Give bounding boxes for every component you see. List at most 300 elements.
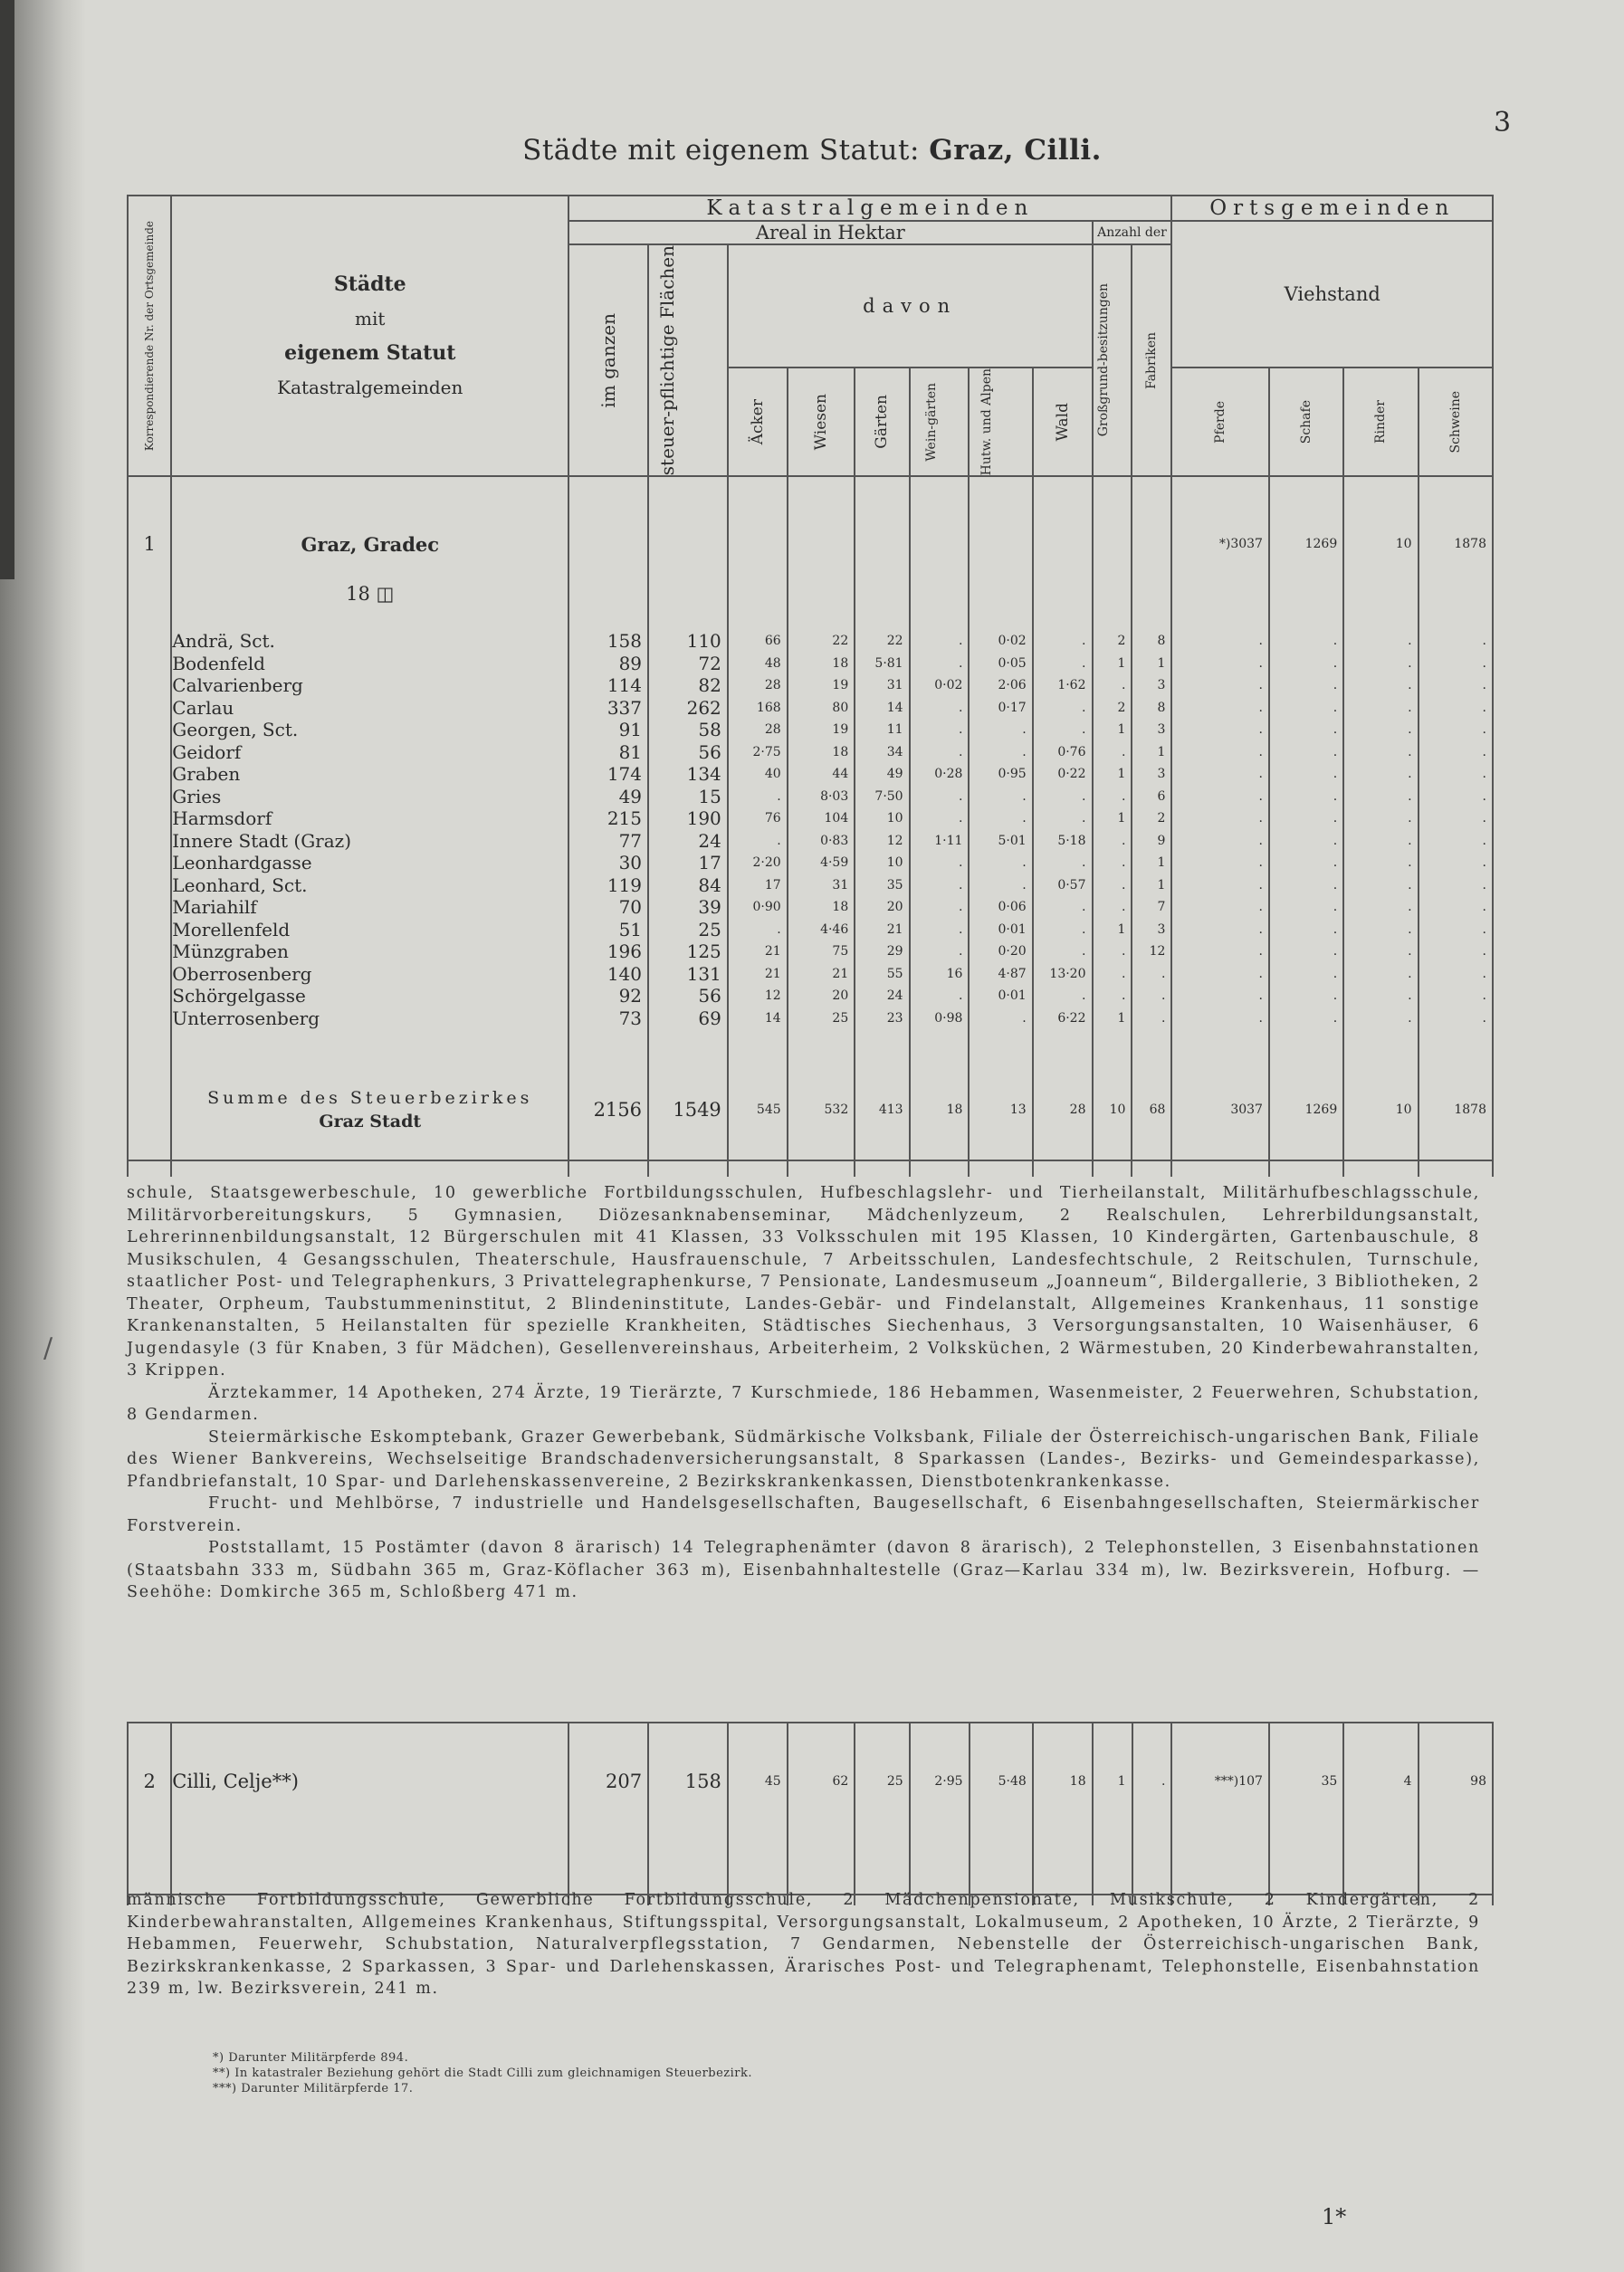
cell-wiesen: 18 — [788, 653, 855, 675]
sum-pferde: 3037 — [1171, 1060, 1269, 1160]
table-row — [128, 830, 1493, 853]
cell-p: . — [1171, 940, 1269, 963]
graz-text-commerce: Frucht- und Mehlbörse, 7 industrielle und Handelsgesellschaften, Baugesellschaft, 6 Eisenbahngesellschaften, Steiermärkischer Forstverein. — [127, 1494, 1480, 1535]
cell-wald: . — [1033, 919, 1093, 941]
cell-gross: 2 — [1093, 697, 1132, 720]
cell-hutw: 0·05 — [969, 653, 1032, 675]
cell-p: . — [1171, 674, 1269, 697]
cell-wiesen: 0·83 — [788, 830, 855, 853]
cilli-gaerten: 25 — [855, 1768, 909, 1795]
cilli-pferde: ***)107 — [1171, 1768, 1269, 1795]
cell-p: . — [1171, 630, 1269, 653]
table-row — [128, 1007, 1493, 1030]
cell-gaerten: 5·81 — [855, 653, 909, 675]
cell-gaerten: 34 — [855, 741, 909, 764]
cell-hutw: . — [969, 874, 1032, 897]
cell-w: . — [1419, 852, 1493, 874]
graz-text-post: Poststallamt, 15 Postämter (davon 8 ärarisch) 14 Telegraphenämter (davon 8 ärarisch), 2 Telephonstellen, 3 Eisenbahnstationen (Staatsbahn 333 m, Südbahn 365 m, Graz-Köflacher 363 m), Eisenbahnhaltestelle (Graz—Karlau 334 m), lw. Bezirksverein, Hofburg. — Seehöhe: Domkirche 365 m, Schloßberg 471 m. — [127, 1539, 1480, 1601]
cilli-wein: 2·95 — [910, 1768, 970, 1795]
cell-fab: 1 — [1132, 741, 1171, 764]
cell-steuer: 84 — [648, 874, 728, 897]
cell-aecker: 2·75 — [728, 741, 788, 764]
cell-aecker: 21 — [728, 963, 788, 986]
cell-fab: 7 — [1132, 896, 1171, 919]
cell-wein: . — [910, 697, 970, 720]
cell-gross: 2 — [1093, 630, 1132, 653]
cell-fab: 1 — [1132, 874, 1171, 897]
cell-wiesen: 21 — [788, 963, 855, 986]
cell-w: . — [1419, 630, 1493, 653]
cell-p: . — [1171, 919, 1269, 941]
sum-schafe: 1269 — [1269, 1060, 1343, 1160]
cell-w: . — [1419, 807, 1493, 830]
katastral-name: Unterrosenberg — [171, 1007, 568, 1030]
cell-p: . — [1171, 786, 1269, 808]
cell-gaerten: 20 — [855, 896, 909, 919]
cell-wiesen: 22 — [788, 630, 855, 653]
cell-p: . — [1171, 985, 1269, 1007]
cell-steuer: 17 — [648, 852, 728, 874]
cell-ganz: 73 — [568, 1007, 648, 1030]
cell-s: . — [1269, 697, 1343, 720]
cell-fab: 6 — [1132, 786, 1171, 808]
header-schweine: Schweine — [1419, 368, 1493, 476]
cell-gaerten: 49 — [855, 763, 909, 786]
cell-hutw: 0·17 — [969, 697, 1032, 720]
table-row — [128, 985, 1493, 1007]
cell-wald: 6·22 — [1033, 1007, 1093, 1030]
cell-wein: 0·02 — [910, 674, 970, 697]
header-aecker: Äcker — [728, 368, 788, 476]
cell-fab: 8 — [1132, 697, 1171, 720]
cell-gross: 1 — [1093, 919, 1132, 941]
footnote-1: *) Darunter Militärpferde 894. — [213, 2051, 409, 2065]
cell-wald: . — [1033, 807, 1093, 830]
katastral-name: Graben — [171, 763, 568, 786]
cell-p: . — [1171, 763, 1269, 786]
cell-wein: . — [910, 940, 970, 963]
cell-wein: . — [910, 741, 970, 764]
graz-schafe: 1269 — [1269, 530, 1343, 558]
cell-hutw: 0·20 — [969, 940, 1032, 963]
cell-hutw: 2·06 — [969, 674, 1032, 697]
cell-gaerten: 24 — [855, 985, 909, 1007]
cell-ganz: 114 — [568, 674, 648, 697]
cell-gaerten: 10 — [855, 852, 909, 874]
cell-steuer: 69 — [648, 1007, 728, 1030]
cell-gross: . — [1093, 741, 1132, 764]
graz-main-row — [128, 530, 1493, 558]
katastral-name: Bodenfeld — [171, 653, 568, 675]
margin-mark: / — [43, 1332, 53, 1364]
header-pferde: Pferde — [1171, 368, 1269, 476]
cell-r: . — [1343, 741, 1418, 764]
cell-wiesen: 20 — [788, 985, 855, 1007]
cell-wein: . — [910, 919, 970, 941]
cell-fab: . — [1132, 1007, 1171, 1030]
katastral-name: Morellenfeld — [171, 919, 568, 941]
header-fabriken: Fabriken — [1132, 244, 1171, 476]
cell-wiesen: 104 — [788, 807, 855, 830]
cell-p: . — [1171, 963, 1269, 986]
cell-s: . — [1269, 674, 1343, 697]
cell-wald: . — [1033, 630, 1093, 653]
cell-w: . — [1419, 896, 1493, 919]
cilli-aecker: 45 — [728, 1768, 788, 1795]
sum-gross: 10 — [1093, 1060, 1132, 1160]
cell-s: . — [1269, 830, 1343, 853]
cell-wald: . — [1033, 852, 1093, 874]
cell-ganz: 174 — [568, 763, 648, 786]
cell-wald: 0·57 — [1033, 874, 1093, 897]
header-gaerten: Gärten — [855, 368, 909, 476]
header-im-ganzen: im ganzen — [568, 244, 648, 476]
cell-gross: 1 — [1093, 719, 1132, 741]
cell-r: . — [1343, 830, 1418, 853]
cilli-text: männische Fortbildungsschule, Gewerbliche Fortbildungsschule, 2 Mädchenpensionate, Musikschule, 2 Kindergärten, 2 Kinderbewahranstalten, Allgemeines Krankenhaus, Stiftungsspital, Versorgungsanstalt, Lokalmuseum, 2 Apotheken, 10 Ärzte, 2 Tierärzte, 9 Hebammen, Feuerwehr, Schubstation, Naturalverpflegsstation, 7 Gendarmen, Nebenstelle der Österreichisch-ungarischen Bank, Bezirkskrankenkasse, 2 Sparkassen, 3 Spar- und Darlehenskassen, Ärarisches Post- und Telegraphenamt, Telephonstelle, Eisenbahnstation 239 m, lw. Bezirksverein, 241 m. — [127, 1891, 1480, 1998]
cilli-nr: 2 — [128, 1768, 171, 1795]
cell-s: . — [1269, 985, 1343, 1007]
header-gross: Großgrund-besitzungen — [1093, 244, 1132, 476]
cell-w: . — [1419, 763, 1493, 786]
katastral-name: Münzgraben — [171, 940, 568, 963]
katastral-name: Calvarienberg — [171, 674, 568, 697]
cell-aecker: 40 — [728, 763, 788, 786]
cell-aecker: 2·20 — [728, 852, 788, 874]
table-row — [128, 919, 1493, 941]
cell-gross: 1 — [1093, 763, 1132, 786]
cell-fab: 9 — [1132, 830, 1171, 853]
cell-fab: 3 — [1132, 674, 1171, 697]
cilli-rinder: 4 — [1343, 1768, 1418, 1795]
cell-aecker: . — [728, 786, 788, 808]
cell-wein: 1·11 — [910, 830, 970, 853]
page-binding-shadow — [0, 0, 14, 579]
cell-p: . — [1171, 653, 1269, 675]
graz-schweine: 1878 — [1419, 530, 1493, 558]
graz-subtitle: 18 ◫ — [171, 558, 568, 630]
graz-sum-row — [128, 1060, 1493, 1160]
cilli-steuer: 158 — [648, 1768, 728, 1795]
cilli-gross: 1 — [1093, 1768, 1132, 1795]
cell-wiesen: 19 — [788, 674, 855, 697]
cell-steuer: 190 — [648, 807, 728, 830]
cell-ganz: 140 — [568, 963, 648, 986]
cell-wiesen: 19 — [788, 719, 855, 741]
graz-name: Graz, Gradec — [171, 530, 568, 558]
cell-fab: 1 — [1132, 852, 1171, 874]
graz-text-banks: Steiermärkische Eskomptebank, Grazer Gewerbebank, Südmärkische Volksbank, Filiale der Österreichisch-ungarischen Bank, Filiale des Wiener Bankvereins, Wechselseitige Brandschadenversicherungsanstalt, 8 Sparkassen (Landes-, Bezirks- und Gemeindesparkasse), Pfandbriefanstalt, 10 Spar- und Darlehenskassenvereine, 2 Bezirkskrankenkassen, Dienstbotenkrankenkasse. — [127, 1427, 1480, 1491]
cell-ganz: 30 — [568, 852, 648, 874]
table-row — [128, 741, 1493, 764]
katastral-name: Mariahilf — [171, 896, 568, 919]
graz-rinder: 10 — [1343, 530, 1418, 558]
header-viehstand: Viehstand — [1171, 221, 1493, 368]
sum-steuer: 1549 — [648, 1060, 728, 1160]
cell-wald: . — [1033, 653, 1093, 675]
cell-gross: . — [1093, 963, 1132, 986]
page-title: Städte mit eigenem Statut: Graz, Cilli. — [522, 134, 1102, 167]
cell-gaerten: 7·50 — [855, 786, 909, 808]
header-areal: Areal in Hektar — [568, 221, 1092, 244]
table-row — [128, 674, 1493, 697]
cell-p: . — [1171, 741, 1269, 764]
cell-gross: . — [1093, 786, 1132, 808]
cell-ganz: 196 — [568, 940, 648, 963]
cell-hutw: . — [969, 719, 1032, 741]
cell-steuer: 110 — [648, 630, 728, 653]
cell-hutw: 0·02 — [969, 630, 1032, 653]
cell-s: . — [1269, 1007, 1343, 1030]
table-row — [128, 697, 1493, 720]
cell-wein: 0·98 — [910, 1007, 970, 1030]
katastral-name: Oberrosenberg — [171, 963, 568, 986]
cell-gaerten: 23 — [855, 1007, 909, 1030]
cell-r: . — [1343, 985, 1418, 1007]
sum-aecker: 545 — [728, 1060, 788, 1160]
katastral-name: Innere Stadt (Graz) — [171, 830, 568, 853]
cell-r: . — [1343, 653, 1418, 675]
cell-r: . — [1343, 807, 1418, 830]
cell-w: . — [1419, 719, 1493, 741]
cell-r: . — [1343, 852, 1418, 874]
cell-wiesen: 75 — [788, 940, 855, 963]
cell-gross: . — [1093, 940, 1132, 963]
cell-gaerten: 14 — [855, 697, 909, 720]
cell-wiesen: 18 — [788, 896, 855, 919]
header-orts: Ortsgemeinden — [1171, 196, 1493, 221]
cell-w: . — [1419, 1007, 1493, 1030]
cell-s: . — [1269, 940, 1343, 963]
cell-hutw: . — [969, 741, 1032, 764]
cell-aecker: 14 — [728, 1007, 788, 1030]
statistics-table — [127, 195, 1494, 1177]
katastral-name: Schörgelgasse — [171, 985, 568, 1007]
cell-aecker: 12 — [728, 985, 788, 1007]
cell-w: . — [1419, 919, 1493, 941]
cell-ganz: 51 — [568, 919, 648, 941]
table-row — [128, 630, 1493, 653]
cell-ganz: 89 — [568, 653, 648, 675]
katastral-name: Gries — [171, 786, 568, 808]
cell-fab: 8 — [1132, 630, 1171, 653]
cell-s: . — [1269, 630, 1343, 653]
cell-r: . — [1343, 719, 1418, 741]
cell-wald: . — [1033, 896, 1093, 919]
table-row — [128, 763, 1493, 786]
sum-ganz: 2156 — [568, 1060, 648, 1160]
cell-steuer: 15 — [648, 786, 728, 808]
header-katastral: Katastralgemeinden — [568, 196, 1171, 221]
cell-steuer: 24 — [648, 830, 728, 853]
cell-wiesen: 25 — [788, 1007, 855, 1030]
graz-sum-label: Summe des Steuerbezirkes Graz Stadt — [171, 1060, 568, 1160]
header-nr: Korrespondierende Nr. der Ortsgemeinde — [128, 196, 171, 476]
cell-wald: 0·22 — [1033, 763, 1093, 786]
cell-aecker: . — [728, 919, 788, 941]
cilli-schafe: 35 — [1269, 1768, 1343, 1795]
cell-wein: . — [910, 807, 970, 830]
cell-p: . — [1171, 719, 1269, 741]
graz-text-schools: schule, Staatsgewerbeschule, 10 gewerbliche Fortbildungsschulen, Hufbeschlagslehr- und Tierheilanstalt, Militärhufbeschlagsschule, Militärvorbereitungskurs, 5 Gymnasien, Diözesanknabenseminar, Mädchenlyzeum, 2 Realschulen, Lehrerbildungsanstalt, Lehrerinnenbildungsanstalt, 12 Bürgerschulen mit 41 Klassen, 33 Volksschulen mit 195 Klassen, 10 Kindergärten, Gartenbauschule, 8 Musikschulen, 4 Gesangsschulen, Theaterschule, Hausfrauenschule, 7 Arbeitsschulen, Landesfechtschule, 2 Reitschulen, Turnschule, staatlicher Post- und Telegraphenkurs, 3 Privattelegraphenkurse, 7 Pensionate, Landesmuseum „Joanneum“, Bildergallerie, 3 Bibliotheken, 2 Theater, Orpheum, Taubstummeninstitut, 2 Blindeninstitute, Landes-Gebär- und Findelanstalt, Allgemeines Krankenhaus, 11 sonstige Krankenanstalten, 5 Heilanstalten für spezielle Krankheiten, Städtisches Siechenhaus, 3 Versorgungsanstalten, 10 Waisenhäuser, 6 Jugendasyle (3 für Knaben, 3 für Mädchen), Gesellenvereinshaus, Arbeiterheim, 2 Volksküchen, 2 Wärmestuben, 20 Kinderbewahranstalten, 3 Krippen. — [127, 1184, 1480, 1379]
cell-steuer: 125 — [648, 940, 728, 963]
cell-wald: . — [1033, 719, 1093, 741]
cell-wald: 0·76 — [1033, 741, 1093, 764]
sum-gaerten: 413 — [855, 1060, 909, 1160]
cell-wald: . — [1033, 697, 1093, 720]
cell-r: . — [1343, 919, 1418, 941]
sum-hutw: 13 — [969, 1060, 1032, 1160]
header-davon: davon — [728, 244, 1093, 368]
cell-steuer: 25 — [648, 919, 728, 941]
cell-ganz: 77 — [568, 830, 648, 853]
cell-wein: . — [910, 874, 970, 897]
cell-fab: 12 — [1132, 940, 1171, 963]
cilli-ganz: 207 — [568, 1768, 648, 1795]
cell-r: . — [1343, 896, 1418, 919]
cell-p: . — [1171, 896, 1269, 919]
cell-s: . — [1269, 763, 1343, 786]
cell-gross: . — [1093, 830, 1132, 853]
cell-w: . — [1419, 940, 1493, 963]
cell-hutw: 0·01 — [969, 919, 1032, 941]
sum-wald: 28 — [1033, 1060, 1093, 1160]
cell-hutw: 5·01 — [969, 830, 1032, 853]
cell-ganz: 49 — [568, 786, 648, 808]
cilli-table — [127, 1723, 1494, 1905]
cell-gaerten: 55 — [855, 963, 909, 986]
cell-w: . — [1419, 697, 1493, 720]
cell-fab: 2 — [1132, 807, 1171, 830]
cilli-row — [128, 1768, 1493, 1795]
cell-wiesen: 80 — [788, 697, 855, 720]
cilli-fab: . — [1132, 1768, 1172, 1795]
cell-steuer: 56 — [648, 741, 728, 764]
cell-steuer: 58 — [648, 719, 728, 741]
cell-gaerten: 35 — [855, 874, 909, 897]
cell-wald: 1·62 — [1033, 674, 1093, 697]
cilli-wiesen: 62 — [788, 1768, 855, 1795]
cell-wald: 5·18 — [1033, 830, 1093, 853]
cell-w: . — [1419, 741, 1493, 764]
cell-gross: 1 — [1093, 653, 1132, 675]
cell-s: . — [1269, 852, 1343, 874]
cell-hutw: 4·87 — [969, 963, 1032, 986]
table-row — [128, 807, 1493, 830]
table-row — [128, 653, 1493, 675]
header-wiesen: Wiesen — [788, 368, 855, 476]
cell-aecker: 168 — [728, 697, 788, 720]
cell-r: . — [1343, 674, 1418, 697]
table-row — [128, 963, 1493, 986]
katastral-name: Leonhard, Sct. — [171, 874, 568, 897]
cell-aecker: 28 — [728, 674, 788, 697]
cell-w: . — [1419, 830, 1493, 853]
header-hutw: Hutw. und Alpen — [969, 368, 1032, 476]
graz-pferde: *)3037 — [1171, 530, 1269, 558]
cell-s: . — [1269, 963, 1343, 986]
cell-s: . — [1269, 919, 1343, 941]
cell-aecker: 76 — [728, 807, 788, 830]
cell-gaerten: 12 — [855, 830, 909, 853]
cell-gaerten: 21 — [855, 919, 909, 941]
cell-wiesen: 8·03 — [788, 786, 855, 808]
cell-r: . — [1343, 630, 1418, 653]
page-number: 3 — [1494, 107, 1512, 138]
footnote-3: ***) Darunter Militärpferde 17. — [213, 2082, 414, 2095]
cell-wein: . — [910, 852, 970, 874]
table-row — [128, 852, 1493, 874]
cell-p: . — [1171, 1007, 1269, 1030]
cell-steuer: 262 — [648, 697, 728, 720]
cell-wald: . — [1033, 940, 1093, 963]
cell-p: . — [1171, 830, 1269, 853]
sum-wein: 18 — [910, 1060, 970, 1160]
cell-fab: . — [1132, 985, 1171, 1007]
cilli-description — [127, 1889, 1480, 2000]
cell-hutw: 0·01 — [969, 985, 1032, 1007]
cell-p: . — [1171, 697, 1269, 720]
cell-wein: . — [910, 630, 970, 653]
cell-hutw: . — [969, 807, 1032, 830]
table-row — [128, 874, 1493, 897]
cell-wein: . — [910, 719, 970, 741]
katastral-name: Leonhardgasse — [171, 852, 568, 874]
cilli-name: Cilli, Celje**) — [171, 1768, 568, 1795]
header-staedte: Städte mit eigenem Statut Katastralgemeinden — [171, 196, 568, 476]
cell-ganz: 91 — [568, 719, 648, 741]
cell-r: . — [1343, 963, 1418, 986]
table-row — [128, 786, 1493, 808]
cell-gaerten: 10 — [855, 807, 909, 830]
cell-gross: 1 — [1093, 1007, 1132, 1030]
cell-hutw: 0·06 — [969, 896, 1032, 919]
cell-ganz: 158 — [568, 630, 648, 653]
cell-gaerten: 31 — [855, 674, 909, 697]
cell-w: . — [1419, 874, 1493, 897]
cell-wiesen: 44 — [788, 763, 855, 786]
cell-ganz: 70 — [568, 896, 648, 919]
cell-s: . — [1269, 807, 1343, 830]
cell-fab: 3 — [1132, 919, 1171, 941]
cell-s: . — [1269, 896, 1343, 919]
cell-steuer: 72 — [648, 653, 728, 675]
cell-wiesen: 18 — [788, 741, 855, 764]
cell-gross: 1 — [1093, 807, 1132, 830]
graz-text-health: Ärztekammer, 14 Apotheken, 274 Ärzte, 19 Tierärzte, 7 Kurschmiede, 186 Hebammen, Wasenmeister, 2 Feuerwehren, Schubstation, 8 Gendarmen. — [127, 1383, 1480, 1424]
cell-fab: . — [1132, 963, 1171, 986]
cell-p: . — [1171, 807, 1269, 830]
header-anzahl: Anzahl der — [1093, 221, 1172, 244]
cell-r: . — [1343, 940, 1418, 963]
cell-ganz: 337 — [568, 697, 648, 720]
cell-hutw: . — [969, 786, 1032, 808]
sum-schweine: 1878 — [1419, 1060, 1493, 1160]
cell-hutw: 0·95 — [969, 763, 1032, 786]
header-steuer: steuer-pflichtige Flächen — [648, 244, 728, 476]
header-rinder: Rinder — [1343, 368, 1418, 476]
cell-w: . — [1419, 653, 1493, 675]
page-signature: 1* — [1322, 2204, 1347, 2229]
cell-fab: 3 — [1132, 719, 1171, 741]
katastral-name: Georgen, Sct. — [171, 719, 568, 741]
cell-ganz: 215 — [568, 807, 648, 830]
cell-ganz: 81 — [568, 741, 648, 764]
cell-aecker: 66 — [728, 630, 788, 653]
katastral-name: Geidorf — [171, 741, 568, 764]
cell-gross: . — [1093, 674, 1132, 697]
cell-wein: . — [910, 896, 970, 919]
